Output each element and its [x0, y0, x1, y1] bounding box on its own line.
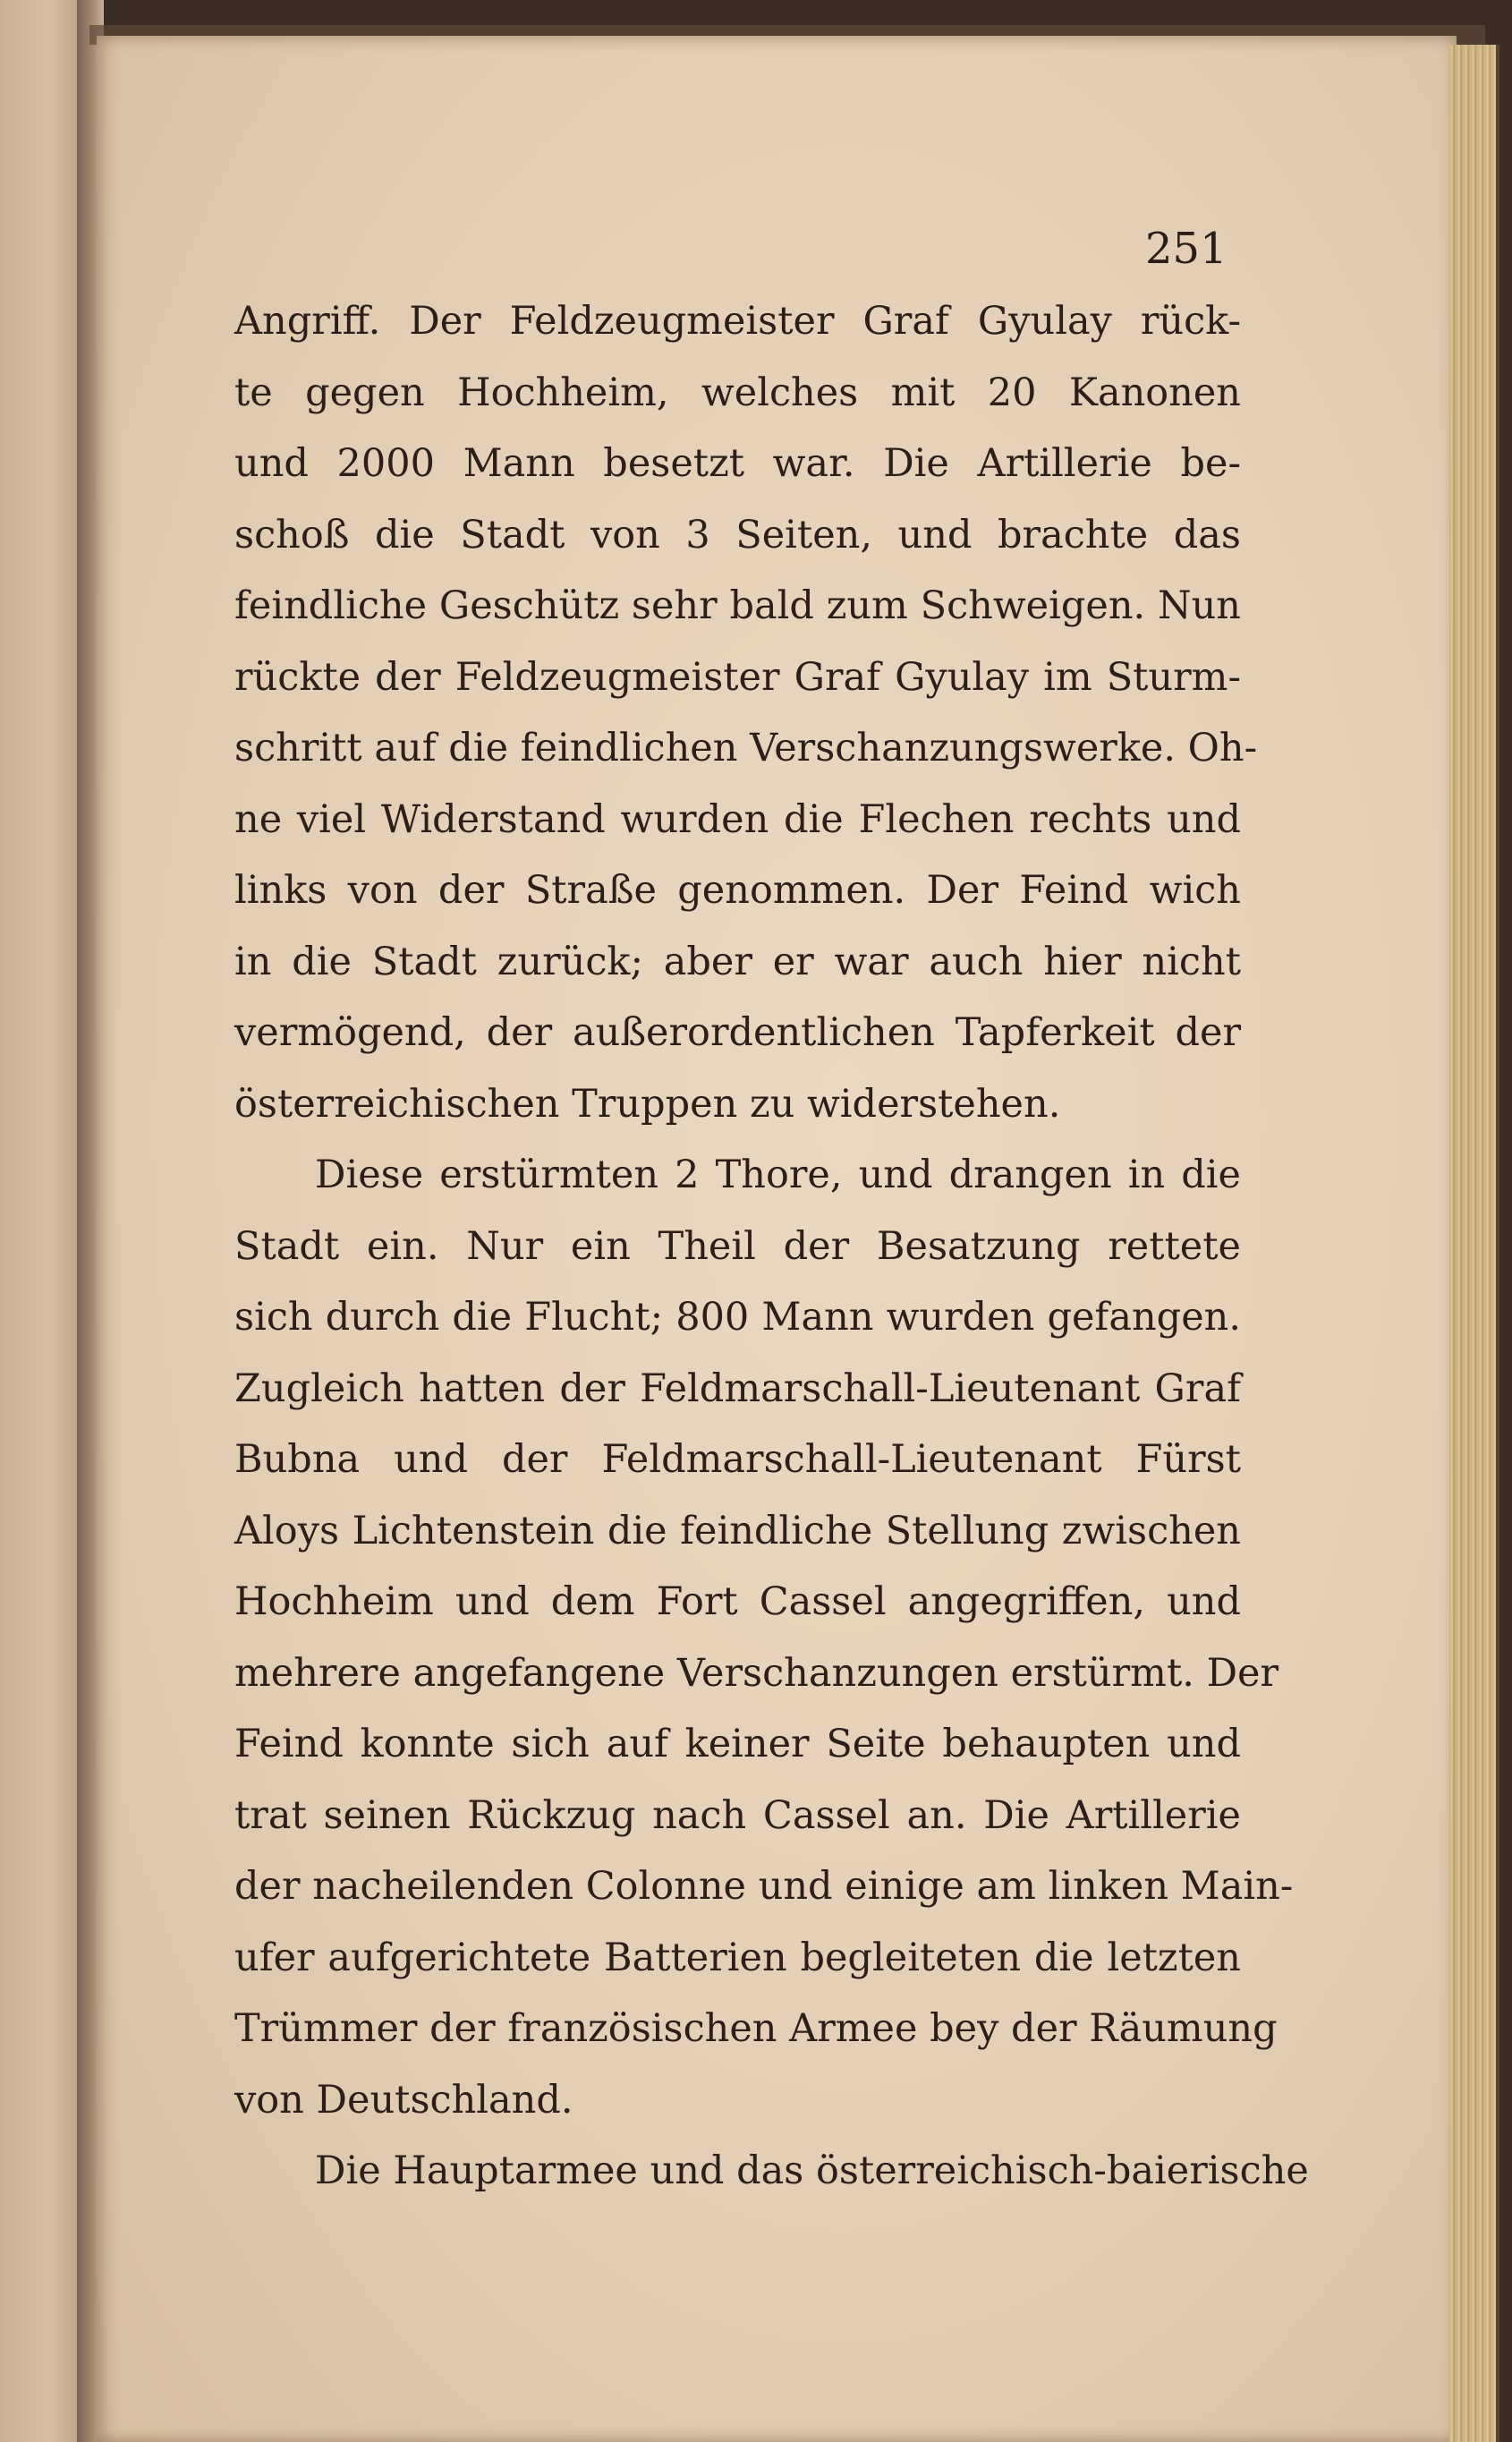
- text-line: te gegen Hochheim, welches mit 20 Kanonen: [234, 370, 1241, 415]
- text-line: mehrere angefangene Verschanzungen erstürmt. Der: [234, 1650, 1279, 1696]
- text-line: sich durch die Flucht; 800 Mann wurden gefangen.: [234, 1295, 1241, 1340]
- text-line: Die Hauptarmee und das österreichisch-baierische: [315, 2148, 1309, 2193]
- text-line: Aloys Lichtenstein die feindliche Stellung zwischen: [234, 1508, 1241, 1553]
- text-line: von Deutschland.: [234, 2077, 573, 2123]
- text-line: trat seinen Rückzug nach Cassel an. Die Artillerie: [234, 1792, 1241, 1838]
- text-line: ufer aufgerichtete Batterien begleiteten die letzten: [234, 1935, 1241, 1980]
- text-line: österreichischen Truppen zu widerstehen.: [234, 1081, 1061, 1127]
- text-line: vermögend, der außerordentlichen Tapferkeit der: [234, 1010, 1241, 1055]
- text-line: Feind konnte sich auf keiner Seite behaupten und: [234, 1722, 1241, 1766]
- text-line: der nacheilenden Colonne und einige am linken Main-: [234, 1864, 1294, 1909]
- text-line: Trümmer der französischen Armee bey der Räumung: [234, 2006, 1278, 2051]
- text-line: Diese erstürmten 2 Thore, und drangen in die: [315, 1153, 1241, 1197]
- text-line: feindliche Geschütz sehr bald zum Schweigen. Nun: [234, 583, 1241, 628]
- body-text: [234, 286, 1309, 2208]
- text-line: und 2000 Mann besetzt war. Die Artillerie be-: [234, 441, 1241, 486]
- text-line: Zugleich hatten der Feldmarschall-Lieutenant Graf: [234, 1366, 1241, 1411]
- page-number: 251: [1145, 224, 1227, 274]
- text-line: Stadt ein. Nur ein Theil der Besatzung rettete: [234, 1223, 1241, 1269]
- page-edges: [1449, 45, 1499, 2442]
- text-line: rückte der Feldzeugmeister Graf Gyulay im Sturm-: [234, 654, 1241, 700]
- text-line: schoß die Stadt von 3 Seiten, und brachte das: [234, 512, 1241, 557]
- text-line: ne viel Widerstand wurden die Flechen rechts und: [234, 796, 1241, 842]
- text-line: links von der Straße genommen. Der Feind wich: [234, 868, 1241, 913]
- left-page-edge: [0, 0, 82, 2442]
- text-line: Bubna und der Feldmarschall-Lieutenant Fürst: [234, 1437, 1241, 1482]
- text-line: Angriff. Der Feldzeugmeister Graf Gyulay rück-: [234, 299, 1241, 344]
- text-line: in die Stadt zurück; aber er war auch hier nicht: [234, 939, 1241, 984]
- text-line: schritt auf die feindlichen Verschanzungswerke. Oh-: [234, 726, 1258, 770]
- text-line: Hochheim und dem Fort Cassel angegriffen, und: [234, 1579, 1241, 1624]
